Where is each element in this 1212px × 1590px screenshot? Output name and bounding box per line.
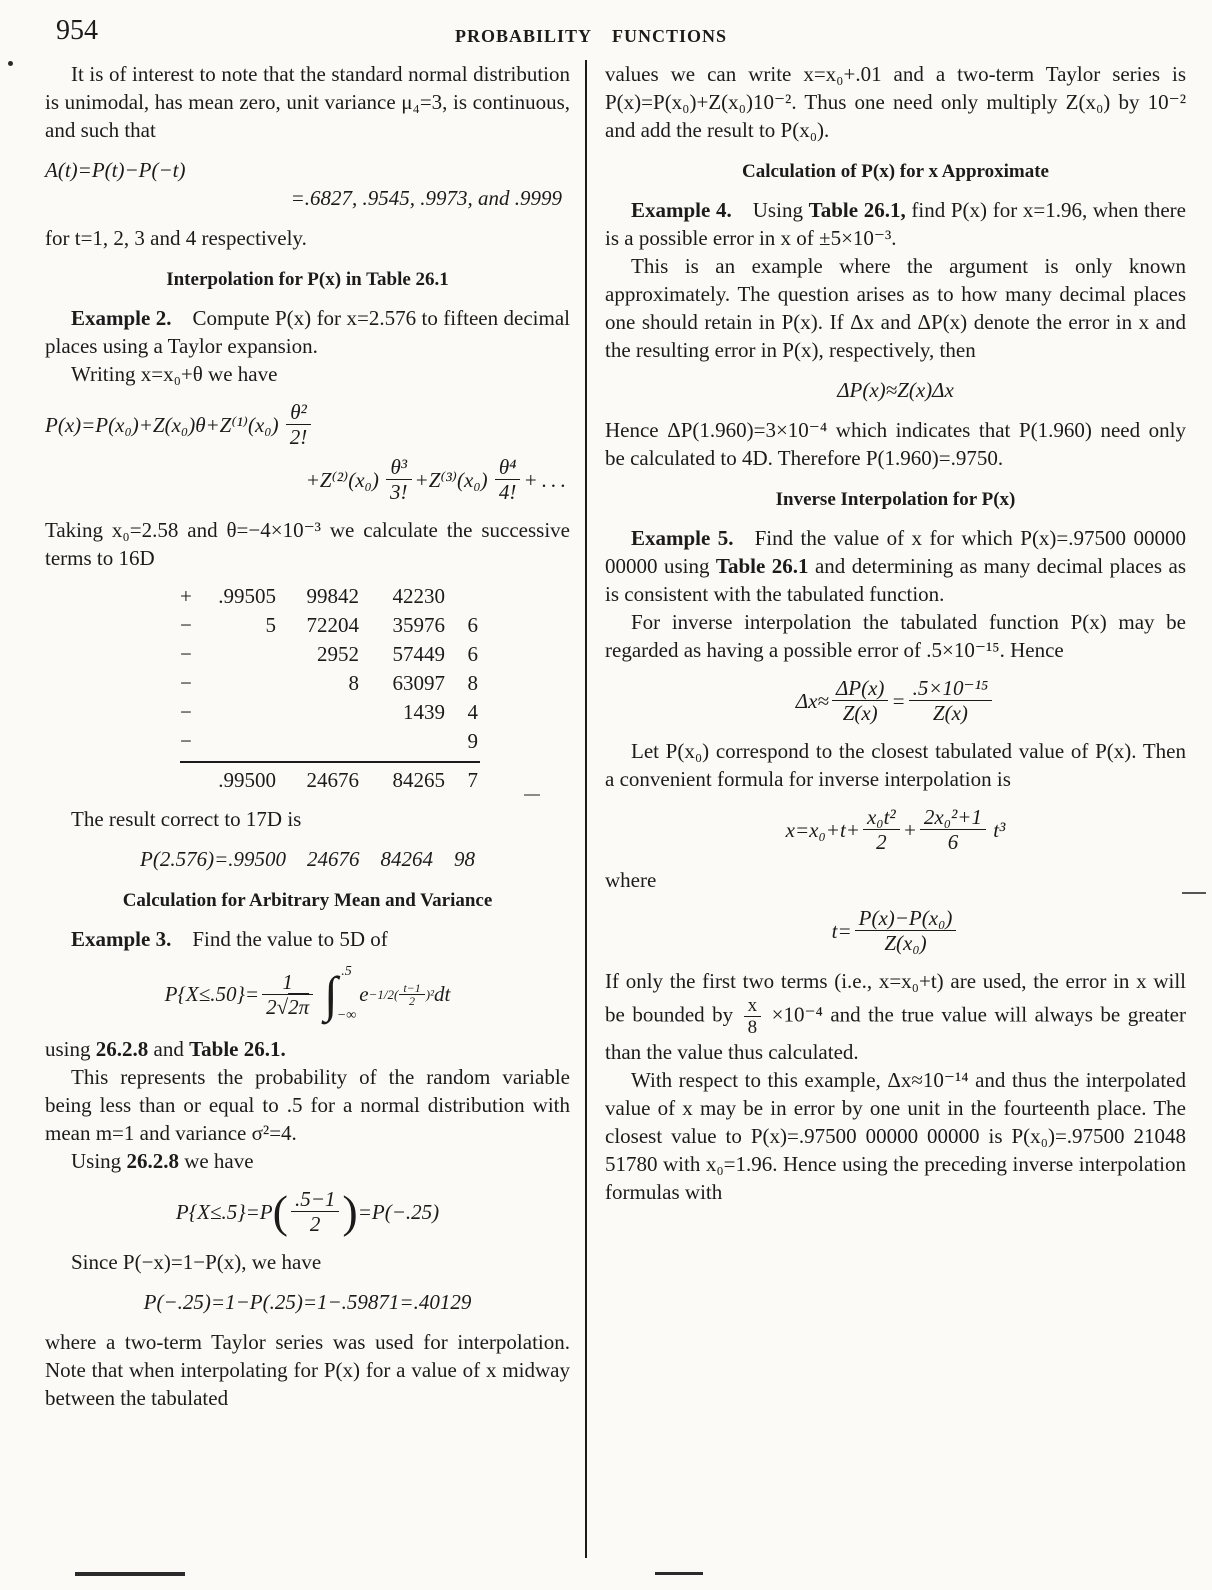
table-sum-rule — [180, 761, 480, 763]
example-2-text: Compute P(x) for x=2.576 to fifteen decimal places using a Taylor expansion. — [45, 306, 570, 358]
exponent-suffix: )² — [425, 986, 434, 1002]
paragraph-argument-approximate: This is an example where the argument is only known approximately. The question arises as to how many decimal places one should retain in P(x). If Δx and ΔP(x) denote the error in x and the resulting error in P(x), respectively, then — [605, 254, 1186, 362]
cell: 35976 — [392, 613, 445, 637]
equation-inverse-formula — [605, 805, 1186, 854]
text-run: ×10⁻⁴ and the true value will always be greater than the value thus calculated. — [605, 1002, 1186, 1064]
cell — [359, 727, 445, 756]
running-title: PROBABILITY FUNCTIONS — [454, 26, 728, 46]
scan-artifact-bottom-rule — [75, 1572, 185, 1576]
integrand-dt: dt — [433, 982, 451, 1006]
denominator-radical-prefix: 2√ — [266, 994, 289, 1019]
fraction-numerator: 2x₀²+1 — [923, 805, 982, 829]
fraction-x-over-8 — [744, 995, 762, 1038]
equation-delta-p: ΔP(x)≈Z(x)Δx — [837, 378, 954, 402]
paragraph-for-inverse-interpolation: For inverse interpolation the tabulated function P(x) may be regarded as having a possible error of .5×10⁻¹⁵. Hence — [605, 610, 1186, 662]
integral-glyph: ∫ — [324, 966, 338, 1022]
fraction-numerator: t−1 — [403, 980, 421, 995]
fraction-numerator: P(x)−P(x₀) — [858, 906, 953, 930]
cell: 5 — [265, 613, 276, 637]
paragraph-if-only-first-two-terms — [605, 967, 1186, 1066]
fraction-denominator: 2 — [291, 1211, 339, 1236]
paragraph-where: where — [605, 868, 657, 892]
eq-rhs: t³ — [988, 817, 1006, 842]
reference-table-26-1: Table 26.1. — [189, 1037, 286, 1061]
cell-sign: − — [180, 700, 192, 724]
cell: 2952 — [317, 642, 359, 666]
table-row — [180, 611, 480, 640]
paragraph-since: Since P(−x)=1−P(x), we have — [71, 1250, 322, 1274]
scan-artifact-dash — [1182, 892, 1206, 894]
fraction-denominator: 2 — [399, 994, 424, 1007]
cell: 24676 — [306, 768, 359, 792]
table-row — [180, 727, 480, 756]
integrand-e: e — [359, 982, 369, 1006]
fraction-denominator: Z(x) — [909, 700, 993, 725]
paragraph-writing: Writing x=x₀+θ we have — [71, 362, 278, 386]
cell: 8 — [467, 671, 478, 695]
cell: 1439 — [403, 700, 445, 724]
fraction-denominator: 4! — [495, 479, 521, 504]
paragraph-for-t: for t=1, 2, 3 and 4 respectively. — [45, 226, 307, 250]
fraction-denominator — [262, 994, 313, 1019]
table-row — [180, 640, 480, 669]
equation-taylor-expansion — [45, 400, 570, 504]
fraction-denominator: Z(x) — [832, 700, 888, 725]
fraction-dpx-over-zx — [832, 676, 888, 725]
text-run: Using — [731, 198, 809, 222]
equation-delta-x — [605, 676, 1186, 725]
eq-lhs: x=x₀+t+ — [785, 817, 860, 842]
section-heading-arbitrary-mean: Calculation for Arbitrary Mean and Variance — [122, 890, 493, 911]
fraction-numerator: θ² — [290, 400, 307, 424]
cell — [210, 727, 276, 756]
equation-p-half: P{X≤.5}=P ( $\frac{.5-1}{2}$ ) =P(−.25) — [175, 1185, 440, 1237]
equation-t — [605, 906, 1186, 955]
fraction-numerator: θ³ — [390, 455, 408, 479]
fraction-one-over-2sqrt2pi — [262, 970, 313, 1019]
equation-area-A — [45, 156, 570, 212]
paragraph-taking: Taking x₀=2.58 and θ=−4×10⁻³ we calculate the successive terms to 16D — [45, 518, 570, 570]
scan-artifact-dot — [8, 61, 13, 66]
fraction-denominator: 2 — [863, 829, 900, 854]
cell — [210, 669, 276, 698]
text-run: Find the value of x for which P(x)=.97500 00000 00000 using — [605, 526, 1186, 578]
fraction-numerator: x — [747, 995, 758, 1016]
equation-A-line2: =.6827, .9545, .9973, and .9999 — [290, 186, 562, 210]
cell: .99500 — [218, 768, 276, 792]
table-total-row — [180, 766, 480, 795]
cell: 4 — [467, 700, 478, 724]
reference-26-2-8: 26.2.8 — [126, 1149, 179, 1173]
example-4-label: Example 4. — [631, 198, 732, 222]
two-column-body — [45, 60, 1186, 1558]
cell-sign: − — [180, 613, 192, 637]
cell: 6 — [467, 642, 478, 666]
example-5-paragraph — [605, 524, 1186, 608]
paragraph-this-represents: This represents the probability of the random variable being less than or equal to .5 for a normal distribution with mean m=1 and variance σ²=4. — [45, 1065, 570, 1145]
integral-limits — [337, 965, 356, 1023]
fraction-denominator: 6 — [920, 829, 986, 854]
right-column — [587, 60, 1186, 1558]
eq-lhs: Δx≈ — [795, 688, 829, 713]
cell-sign: − — [180, 642, 192, 666]
paragraph-hence-delta-p: Hence ΔP(1.960)=3×10⁻⁴ which indicates that P(1.960) need only be calculated to 4D. Therefore P(1.960)=.9750. — [605, 418, 1186, 470]
taylor-line2-dots: + . . . — [523, 467, 566, 492]
reference-table-26-1: Table 26.1 — [715, 554, 809, 578]
cell: 72204 — [306, 613, 359, 637]
fraction-px-minus-px0-over-zx0 — [855, 906, 957, 955]
example-3-paragraph — [45, 925, 570, 953]
taylor-line2-text-a: +Z⁽²⁾(x₀) — [305, 467, 384, 492]
reference-table-26-1: Table 26.1, — [808, 198, 906, 222]
paragraph-let-px0: Let P(x₀) correspond to the closest tabulated value of P(x). Then a convenient formula for inverse interpolation is — [605, 739, 1186, 791]
text-run: we have — [178, 1149, 254, 1173]
example-3-text: Find the value to 5D of — [171, 927, 388, 951]
eq-lhs: P{X≤.5}=P — [175, 1199, 273, 1224]
exponent-fraction — [399, 982, 424, 1007]
scan-artifact-dash — [524, 794, 540, 796]
cell-sign: − — [180, 671, 192, 695]
cell-sign: − — [180, 729, 192, 753]
taylor-line1-text: P(x)=P(x₀)+Z(x₀)θ+Z⁽¹⁾(x₀) — [45, 412, 283, 437]
example-3-label: Example 3. — [71, 927, 172, 951]
paragraph-result-17d: The result correct to 17D is — [71, 807, 302, 831]
fraction-numerator: .5−1 — [294, 1187, 336, 1211]
left-column — [45, 60, 585, 1558]
section-heading-inverse-interpolation: Inverse Interpolation for P(x) — [775, 489, 1016, 510]
table-row — [180, 582, 480, 611]
text-run: Using — [71, 1149, 127, 1173]
taylor-line2-text-b: +Z⁽³⁾(x₀) — [414, 467, 492, 492]
fraction-error-over-zx — [909, 676, 993, 725]
integral-upper-limit: .5 — [341, 964, 352, 979]
summation-work-table — [180, 582, 480, 795]
fraction-denominator: 8 — [744, 1016, 762, 1038]
fraction-numerator: x₀t² — [866, 805, 896, 829]
example-5-label: Example 5. — [631, 526, 734, 550]
paragraph-using-refs — [45, 1035, 570, 1063]
eq-lhs: t= — [831, 918, 852, 943]
paragraph-where-two-term: where a two-term Taylor series was used for interpolation. Note that when interpolating for P(x) for a value of x midway between the tabulated — [45, 1330, 570, 1410]
cell: 6 — [467, 613, 478, 637]
cell — [210, 698, 276, 727]
page-number: 954 — [56, 15, 98, 46]
fraction-denominator: 3! — [386, 479, 412, 504]
fraction-denominator: 2! — [286, 424, 312, 449]
eq-equals: = — [891, 688, 906, 713]
fraction-theta4 — [495, 455, 521, 504]
fraction-numerator: .5×10⁻¹⁵ — [912, 676, 989, 700]
taylor-line1 — [45, 400, 570, 449]
denominator-radicand: 2π — [288, 994, 310, 1019]
integrand-exponent — [369, 982, 434, 1007]
integral-lower-limit: −∞ — [336, 1008, 357, 1023]
fraction-half-minus-one — [291, 1187, 339, 1236]
example-4-paragraph — [605, 196, 1186, 252]
taylor-line2 — [45, 455, 570, 504]
example-2-label: Example 2. — [71, 306, 172, 330]
cell — [276, 698, 359, 727]
fraction-denominator: Z(x₀) — [855, 930, 957, 955]
exponent-prefix: −1/2( — [368, 986, 399, 1002]
table-row — [180, 669, 480, 698]
cell-sign — [180, 766, 210, 795]
cell: 63097 — [392, 671, 445, 695]
page-header — [0, 14, 1212, 56]
cell: 84265 — [392, 768, 445, 792]
cell: 99842 — [306, 584, 359, 608]
fraction-theta3 — [386, 455, 412, 504]
cell: 42230 — [392, 584, 445, 608]
example-2-paragraph — [45, 304, 570, 360]
section-heading-px-approximate: Calculation of P(x) for x Approximate — [742, 161, 1049, 182]
equation-A-line1: A(t)=P(t)−P(−t) — [45, 158, 186, 182]
text-run: If only the first two terms (i.e., x=x₀+t) are used, the error in x will be bounded by — [605, 969, 1186, 1027]
fraction-2x02plus1-over-6 — [920, 805, 986, 854]
text-run: using — [45, 1037, 96, 1061]
fraction-numerator: ΔP(x) — [835, 676, 885, 700]
text-run: find P(x) for x=1.96, when there is a possible error in x of ±5×10⁻³. — [605, 198, 1186, 250]
fraction-numerator: 1 — [282, 969, 293, 994]
equation-integral — [45, 965, 570, 1023]
cell: 8 — [348, 671, 359, 695]
fraction-numerator: θ⁴ — [498, 455, 517, 479]
cell-sign: + — [180, 584, 192, 608]
table-row — [180, 698, 480, 727]
cell: .99505 — [218, 584, 276, 608]
paragraph-with-respect: With respect to this example, Δx≈10⁻¹⁴ and thus the interpolated value of x may be in error by one unit in the fourteenth place. The closest value to P(x)=.97500 00000 00000 is P(x₀)=.97500 21048 51780 with x₀=1.96. Hence using the preceding inverse interpolation formulas with — [605, 1068, 1186, 1204]
eq-plus: + — [902, 817, 917, 842]
integral-lhs: P{X≤.50}= — [164, 982, 260, 1006]
cell: 9 — [467, 729, 478, 753]
eq-rhs: =P(−.25) — [357, 1199, 440, 1224]
fraction-theta2 — [286, 400, 312, 449]
text-run: and determining as many decimal places as is consistent with the tabulated function. — [605, 554, 1186, 606]
reference-26-2-8: 26.2.8 — [95, 1037, 149, 1061]
equation-result-p2576: P(2.576)=.99500 24676 84264 98 — [140, 847, 475, 871]
text-run: and — [148, 1037, 190, 1061]
section-heading-interpolation: Interpolation for P(x) in Table 26.1 — [166, 269, 449, 290]
scan-artifact-bottom-rule — [655, 1572, 703, 1575]
equation-p-minus-25: P(−.25)=1−P(.25)=1−.59871=.40129 — [143, 1290, 472, 1314]
integral-sign — [324, 965, 356, 1023]
cell: 7 — [467, 768, 478, 792]
fraction-x0t2-over-2 — [863, 805, 900, 854]
paragraph-values-we-can-write: values we can write x=x₀+.01 and a two-term Taylor series is P(x)=P(x₀)+Z(x₀)10⁻². Thus one need only multiply Z(x₀) by 10⁻² and add the result to P(x₀). — [605, 62, 1186, 142]
cell — [210, 640, 276, 669]
cell: 57449 — [392, 642, 445, 666]
cell — [276, 727, 359, 756]
cell — [445, 582, 478, 611]
paragraph-using-2628 — [45, 1147, 570, 1175]
paragraph-intro: It is of interest to note that the standard normal distribution is unimodal, has mean zero, unit variance μ₄=3, is continuous, and such that — [45, 62, 570, 142]
